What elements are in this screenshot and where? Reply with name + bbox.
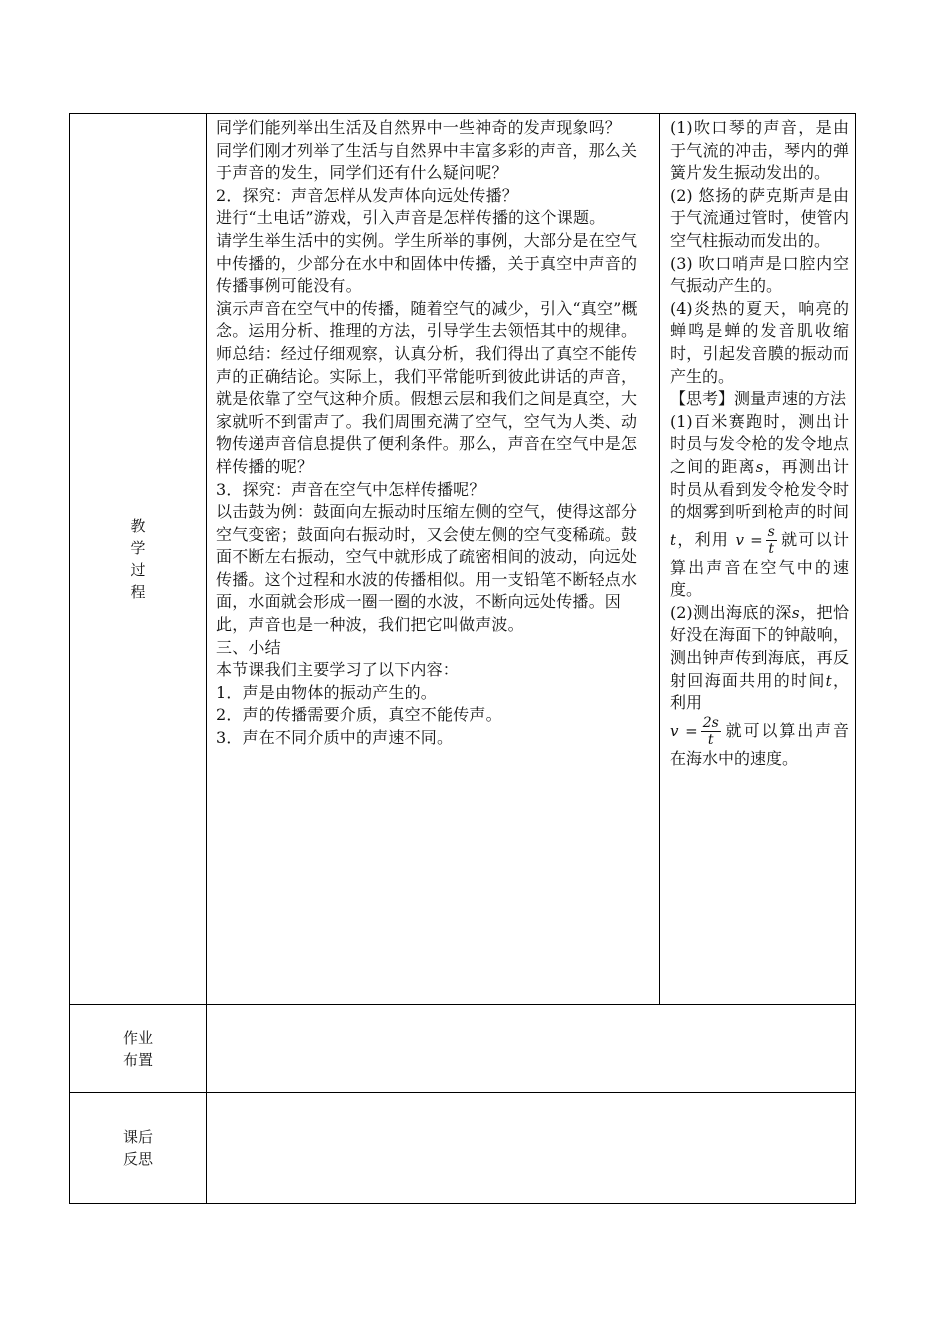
variable-t: t	[670, 530, 677, 549]
side-notes-cell	[660, 114, 856, 1005]
teaching-process-row	[70, 114, 856, 1005]
text-segment: 就可以算出声音在海水中的速度。	[670, 720, 849, 768]
formula-lhs: v =	[670, 721, 698, 740]
reflection-label	[70, 1093, 207, 1204]
text-segment: ，再测出计时员从看到发令枪发令时的烟雾到听到枪声的时间	[670, 456, 849, 522]
homework-row	[70, 1005, 856, 1093]
teaching-content	[207, 114, 659, 750]
text-segment: (2)测出海底的深	[670, 602, 792, 622]
homework-label	[70, 1005, 207, 1093]
content-paragraph: 2．声的传播需要介质，真空不能传声。	[216, 705, 502, 725]
fraction-denominator: t	[707, 731, 714, 748]
text-segment: ，利用	[670, 670, 849, 713]
formula-fraction	[766, 524, 777, 557]
content-paragraph: 演示声音在空气中的传播，随着空气的减少，引入“真空”概念。运用分析、推理的方法，引导学生去领悟其中的规律。	[216, 298, 638, 341]
formula-lhs: v =	[735, 530, 763, 549]
variable-t: t	[825, 671, 832, 690]
label-char: 学	[130, 539, 146, 557]
content-paragraph: 2．探究：声音怎样从发声体向远处传播？	[216, 185, 518, 205]
text-segment: ，把恰好没在海面下的钟敲响，测出钟声传到海底，再反射回海面共用的时间	[670, 602, 849, 690]
content-paragraph: 本节课我们主要学习了以下内容：	[216, 660, 460, 680]
fraction-denominator: t	[768, 540, 775, 557]
reflection-row	[70, 1093, 856, 1204]
homework-content-cell[interactable]	[207, 1005, 856, 1093]
teaching-process-label	[70, 114, 207, 1005]
fraction-numerator: 2s	[702, 714, 719, 731]
reflection-content-cell[interactable]	[207, 1093, 856, 1204]
side-paragraph-speed-air	[670, 411, 849, 602]
side-paragraph: (3) 吹口哨声是口腔内空气振动产生的。	[670, 253, 849, 296]
formula-fraction	[701, 715, 721, 748]
content-paragraph: 进行“土电话”游戏，引入声音是怎样传播的这个课题。	[216, 208, 606, 228]
label-line: 作业	[122, 1028, 153, 1047]
text-segment: ，利用	[676, 529, 730, 549]
label-line: 反思	[122, 1150, 153, 1168]
lesson-plan-table	[69, 113, 856, 1204]
label-line: 课后	[122, 1128, 153, 1146]
side-paragraph: (4)炎热的夏天，响亮的蝉鸣是蝉的发音肌收缩时，引起发音膜的振动而产生的。	[670, 298, 849, 386]
content-paragraph: 以击鼓为例：鼓面向左振动时压缩左侧的空气，使得这部分空气变密；鼓面向右振动时，又会使左侧的空气变稀疏。鼓面不断左右振动，空气中就形成了疏密相间的波动，向远处传播。这个过程和水波的传播相似。用一支铅笔不断轻点水面，水面就会形成一圈一圈的水波，不断向远处传播。因此，声音也是一种波，我们把它叫做声波。	[216, 502, 638, 635]
content-paragraph: 三、小结	[216, 637, 281, 657]
content-paragraph: 3．声在不同介质中的声速不同。	[216, 728, 454, 748]
fraction-numerator: s	[767, 523, 775, 540]
label-char: 教	[130, 517, 146, 535]
content-paragraph: 请学生举生活中的实例。学生所举的事例，大部分是在空气中传播的，少部分在水中和固体中传播，关于真空中声音的传播事例可能没有。	[216, 230, 638, 296]
content-paragraph: 1．声是由物体的振动产生的。	[216, 682, 437, 702]
content-paragraph: 3．探究：声音在空气中怎样传播呢？	[216, 479, 486, 499]
side-notes	[660, 114, 855, 770]
text-segment: (1)百米赛跑时，测出计时员与发令枪的发令地点之间的距离	[670, 411, 849, 476]
variable-s: s	[755, 457, 764, 476]
content-paragraph: 同学们刚才列举了生活与自然界中丰富多彩的声音，那么关于声音的发生，同学们还有什么疑问呢？	[216, 140, 638, 183]
variable-s: s	[791, 603, 800, 622]
teaching-content-cell	[207, 114, 660, 1005]
text-segment: 就可以计算出声音在空气中的速度。	[670, 529, 849, 600]
label-char: 程	[130, 583, 146, 601]
content-paragraph: 同学们能列举出生活及自然界中一些神奇的发声现象吗？	[216, 118, 622, 137]
content-paragraph: 师总结：经过仔细观察，认真分析，我们得出了真空不能传声的正确结论。实际上，我们平常能听到彼此讲话的声音，就是依靠了空气这种介质。假想云层和我们之间是真空，大家就听不到雷声了。我们周围充满了空气，空气为人类、动物传递声音信息提供了便利条件。那么，声音在空气中是怎样传播的呢？	[216, 343, 638, 476]
side-paragraph: 【思考】测量声速的方法	[670, 389, 847, 409]
label-line: 布置	[122, 1050, 153, 1069]
side-paragraph: (2) 悠扬的萨克斯声是由于气流通过管时，使管内空气柱振动而发出的。	[670, 185, 849, 250]
side-paragraph: (1)吹口琴的声音，是由于气流的冲击，琴内的弹簧片发生振动发出的。	[670, 118, 849, 183]
label-char: 过	[130, 561, 146, 579]
side-paragraph-speed-sea	[670, 602, 849, 771]
